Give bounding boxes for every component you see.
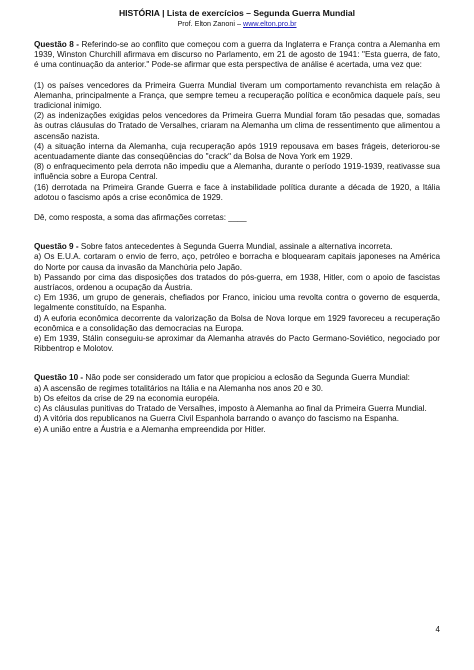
question-text: Referindo-se ao conflito que começou com a guerra da Inglaterra e França contra a Alemanha em 1939, Winston Churchill afirmava em discurso no Parlamento, em 21 de agosto de 1941: "Esta guerra, de fato, é uma continuação da anterior." Pode-se afirmar que esta perspectiva de análise é acertada, uma vez que: [34, 40, 440, 70]
question-8 [34, 40, 440, 223]
list-item: c) Em 1936, um grupo de generais, chefiados por Franco, iniciou uma revolta contra o governo de esquerda, legalmente constituído, na Espanha. [34, 293, 440, 313]
list-item: (2) as indenizações exigidas pelos vencedores da Primeira Guerra Mundial foram tão pesadas que, somadas às outras cláusulas do Tratado de Versalhes, criaram na Alemanha um clima de ressentimento que alimentou a ascensão nazista. [34, 111, 440, 141]
list-item: e) A união entre a Áustria e a Alemanha empreendida por Hitler. [34, 424, 266, 434]
header-title: HISTÓRIA | Lista de exercícios – Segunda Guerra Mundial [118, 8, 356, 18]
question-text: Sobre fatos antecedentes à Segunda Guerra Mundial, assinale a alternativa incorreta. [78, 242, 393, 252]
question-label: Questão 10 - [34, 373, 84, 383]
question-stem [34, 373, 440, 383]
question-label: Questão 8 - [34, 40, 79, 49]
page-content [34, 40, 440, 435]
list-item: b) Passando por cima das disposições dos tratados do pós-guerra, em 1938, Hitler, com o apoio de fascistas austríacos, ordenou a ocupação da Áustria. [34, 272, 440, 293]
answer-prompt: Dê, como resposta, a soma das afirmações corretas: ____ [34, 213, 247, 223]
list-item: (16) derrotada na Primeira Grande Guerra e face à instabilidade política durante a década de 1920, a Itália adotou o fascismo após a crise econômica de 1929. [34, 182, 440, 202]
list-item: a) Os E.U.A. cortaram o envio de ferro, aço, petróleo e borracha e bloquearam capitais japoneses na América do Norte por causa da invasão da Manchúria pelo Japão. [34, 252, 440, 272]
page-header [0, 8, 474, 29]
question-10 [34, 373, 440, 434]
question-label: Questão 9 - [34, 242, 79, 252]
question-text: Não pode ser considerado um fator que propiciou a eclosão da Segunda Guerra Mundial: [83, 373, 410, 383]
page-number: 4 [435, 625, 440, 634]
question-stem [34, 242, 440, 252]
list-item: d) A euforia econômica decorrente da valorização da Bolsa de Nova Iorque em 1929 favoreceu a recuperação econômica e a consolidação das democracias na Europa. [34, 313, 440, 333]
list-item: (4) a situação interna da Alemanha, cuja recuperação após 1919 repousava em bases frágeis, deteriorou-se acentuadamente diante das conseqüências do "crack" da Bolsa de Nova York em 1929. [34, 141, 440, 162]
list-item: a) A ascensão de regimes totalitários na Itália e na Alemanha nos anos 20 e 30. [34, 383, 324, 393]
list-item: c) As cláusulas punitivas do Tratado de Versalhes, imposto à Alemanha ao final da Primeira Guerra Mundial. [34, 404, 427, 414]
list-item: e) Em 1939, Stálin conseguiu-se aproximar da Alemanha através do Pacto Germano-Soviético, negociado por Ribbentrop e Molotov. [34, 334, 440, 354]
question-9 [34, 242, 440, 354]
list-item: (1) os países vencedores da Primeira Guerra Mundial tiveram um comportamento revanchista em relação à Alemanha, principalmente a França, que sempre temeu a recuperação política e econômica daquele país, seu tradicional inimigo. [34, 80, 440, 111]
website-link[interactable]: www.elton.pro.br [243, 19, 297, 28]
list-item: b) Os efeitos da crise de 29 na economia européia. [34, 393, 220, 403]
question-stem [34, 40, 440, 71]
list-item: d) A vitória dos republicanos na Guerra Civil Espanhola barrando o avanço do fascismo na Espanha. [34, 414, 400, 424]
header-author: Prof. Elton Zanoni – [177, 19, 243, 28]
header-subtitle [0, 19, 474, 29]
list-item: (8) o enfraquecimento pela derrota não impediu que a Alemanha, durante o período 1919-1939, reativasse sua influência sobre a Europa Central. [34, 162, 440, 182]
